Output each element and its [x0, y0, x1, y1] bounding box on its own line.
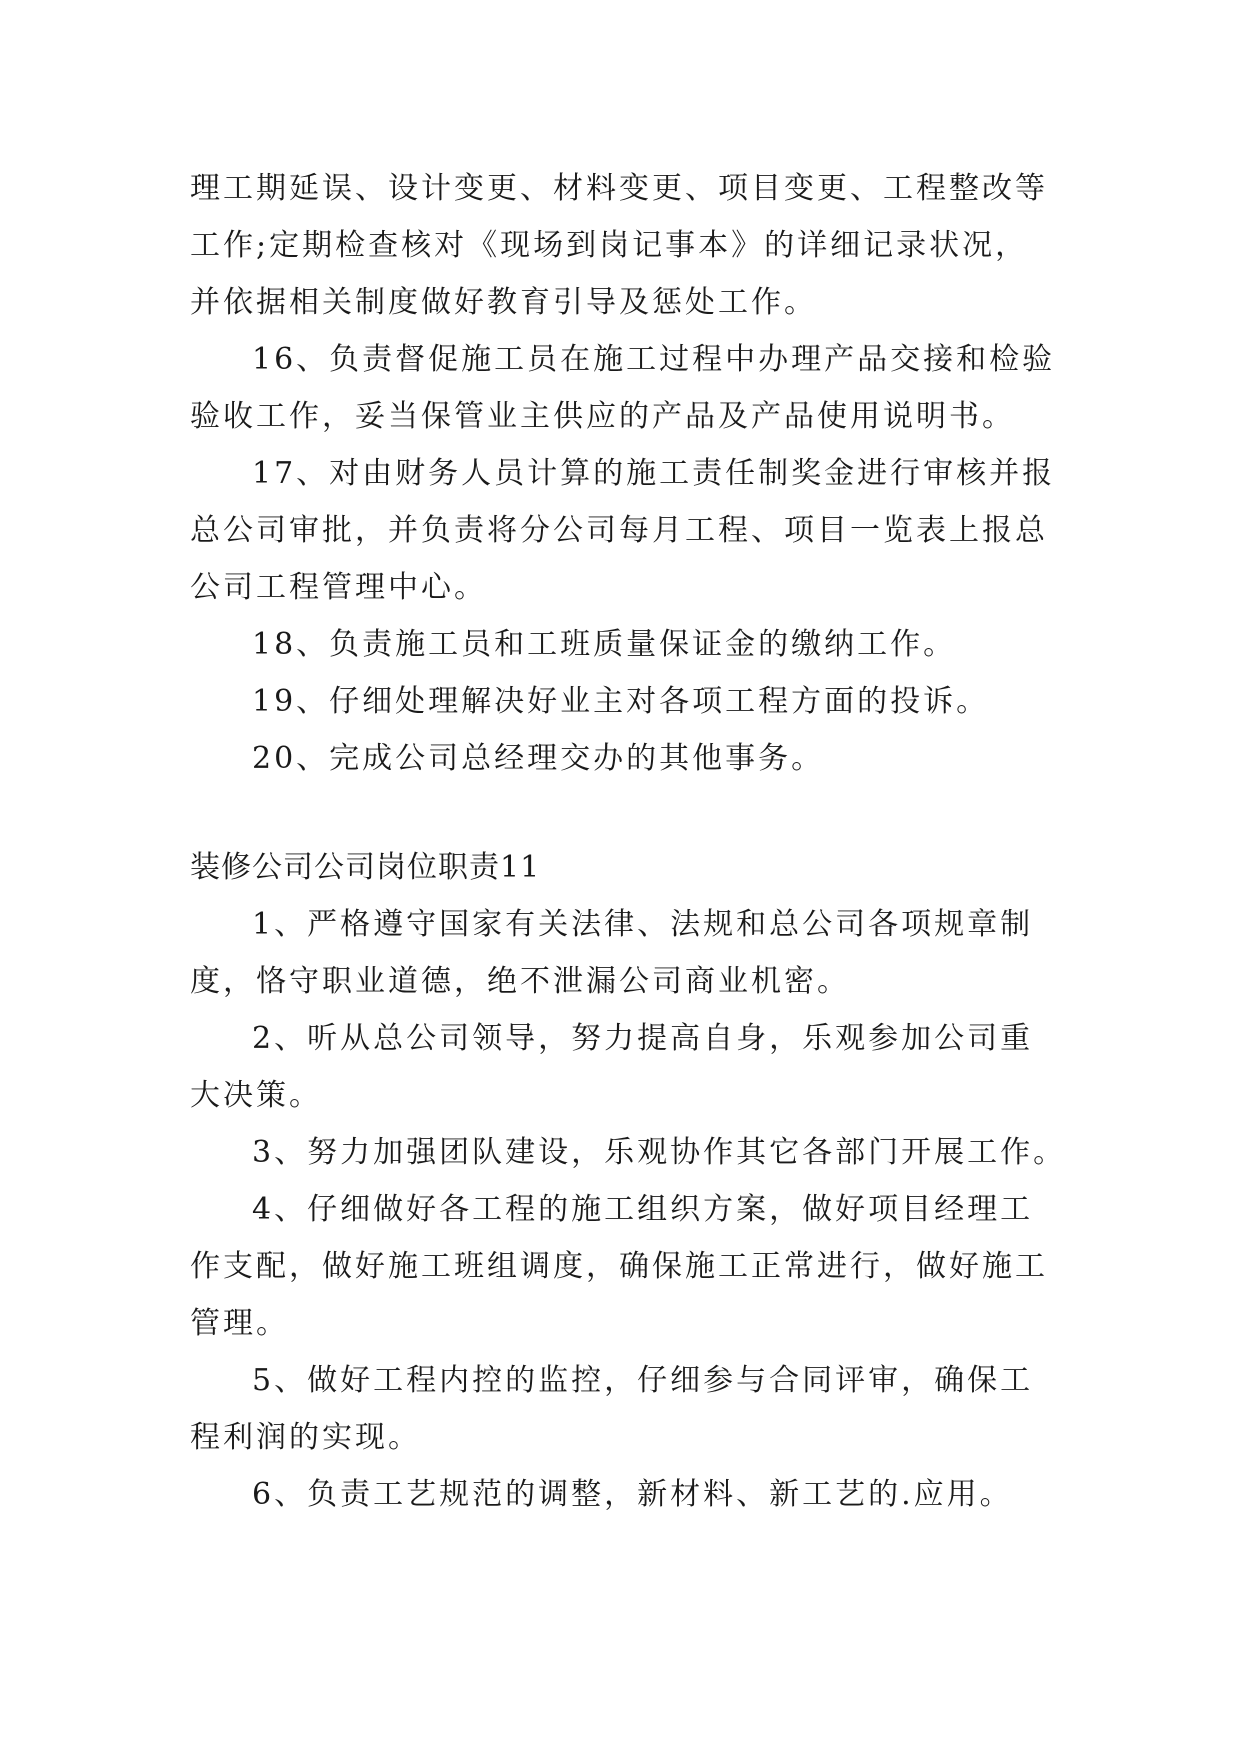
paragraph-line: 作支配，做好施工班组调度，确保施工正常进行，做好施工: [190, 1249, 1048, 1284]
paragraph-line: 大决策。: [190, 1078, 322, 1113]
section-spacer: [190, 787, 1070, 839]
list-item: [190, 445, 1070, 616]
paragraph-line: 度，恪守职业道德，绝不泄漏公司商业机密。: [190, 964, 850, 999]
list-item: [190, 1010, 1070, 1124]
paragraph-line: 20、完成公司总经理交办的其他事务。: [252, 741, 825, 776]
list-item: [190, 730, 1070, 787]
list-item: [190, 1124, 1070, 1181]
list-item: [190, 1352, 1070, 1466]
paragraph-line: 19、仔细处理解决好业主对各项工程方面的投诉。: [252, 684, 990, 719]
paragraph-line: 5、做好工程内控的监控，仔细参与合同评审，确保工: [252, 1363, 1034, 1398]
paragraph-line: 2、听从总公司领导，努力提高自身，乐观参加公司重: [252, 1021, 1034, 1056]
paragraph-line: 并依据相关制度做好教育引导及惩处工作。: [190, 285, 817, 320]
paragraph-line: 16、负责督促施工员在施工过程中办理产品交接和检验: [252, 342, 1056, 377]
paragraph-line: 验收工作，妥当保管业主供应的产品及产品使用说明书。: [190, 399, 1015, 434]
paragraph-line: 1、严格遵守国家有关法律、法规和总公司各项规章制: [252, 907, 1034, 942]
paragraph-line: 3、努力加强团队建设，乐观协作其它各部门开展工作。: [252, 1135, 1067, 1170]
paragraph-line: 总公司审批，并负责将分公司每月工程、项目一览表上报总: [190, 513, 1048, 548]
list-item: [190, 331, 1070, 445]
list-item: [190, 1181, 1070, 1352]
list-item: [190, 673, 1070, 730]
paragraph-line: 18、负责施工员和工班质量保证金的缴纳工作。: [252, 627, 957, 662]
list-item: [190, 1466, 1070, 1523]
paragraph-line: 工作;定期检查核对《现场到岗记事本》的详细记录状况，: [190, 228, 1029, 263]
paragraph-line: 管理。: [190, 1306, 289, 1341]
paragraph-line: 公司工程管理中心。: [190, 570, 487, 605]
paragraph-line: 6、负责工艺规范的调整，新材料、新工艺的.应用。: [252, 1477, 1013, 1512]
paragraph-line: 17、对由财务人员计算的施工责任制奖金进行审核并报: [252, 456, 1056, 491]
paragraph-line: 理工期延误、设计变更、材料变更、项目变更、工程整改等: [190, 171, 1048, 206]
paragraph-line: 程利润的实现。: [190, 1420, 421, 1455]
section-title: 装修公司公司岗位职责11: [190, 850, 541, 885]
list-item: [190, 616, 1070, 673]
document-body: [190, 160, 1070, 1523]
list-item: [190, 896, 1070, 1010]
paragraph-line: 4、仔细做好各工程的施工组织方案，做好项目经理工: [252, 1192, 1034, 1227]
